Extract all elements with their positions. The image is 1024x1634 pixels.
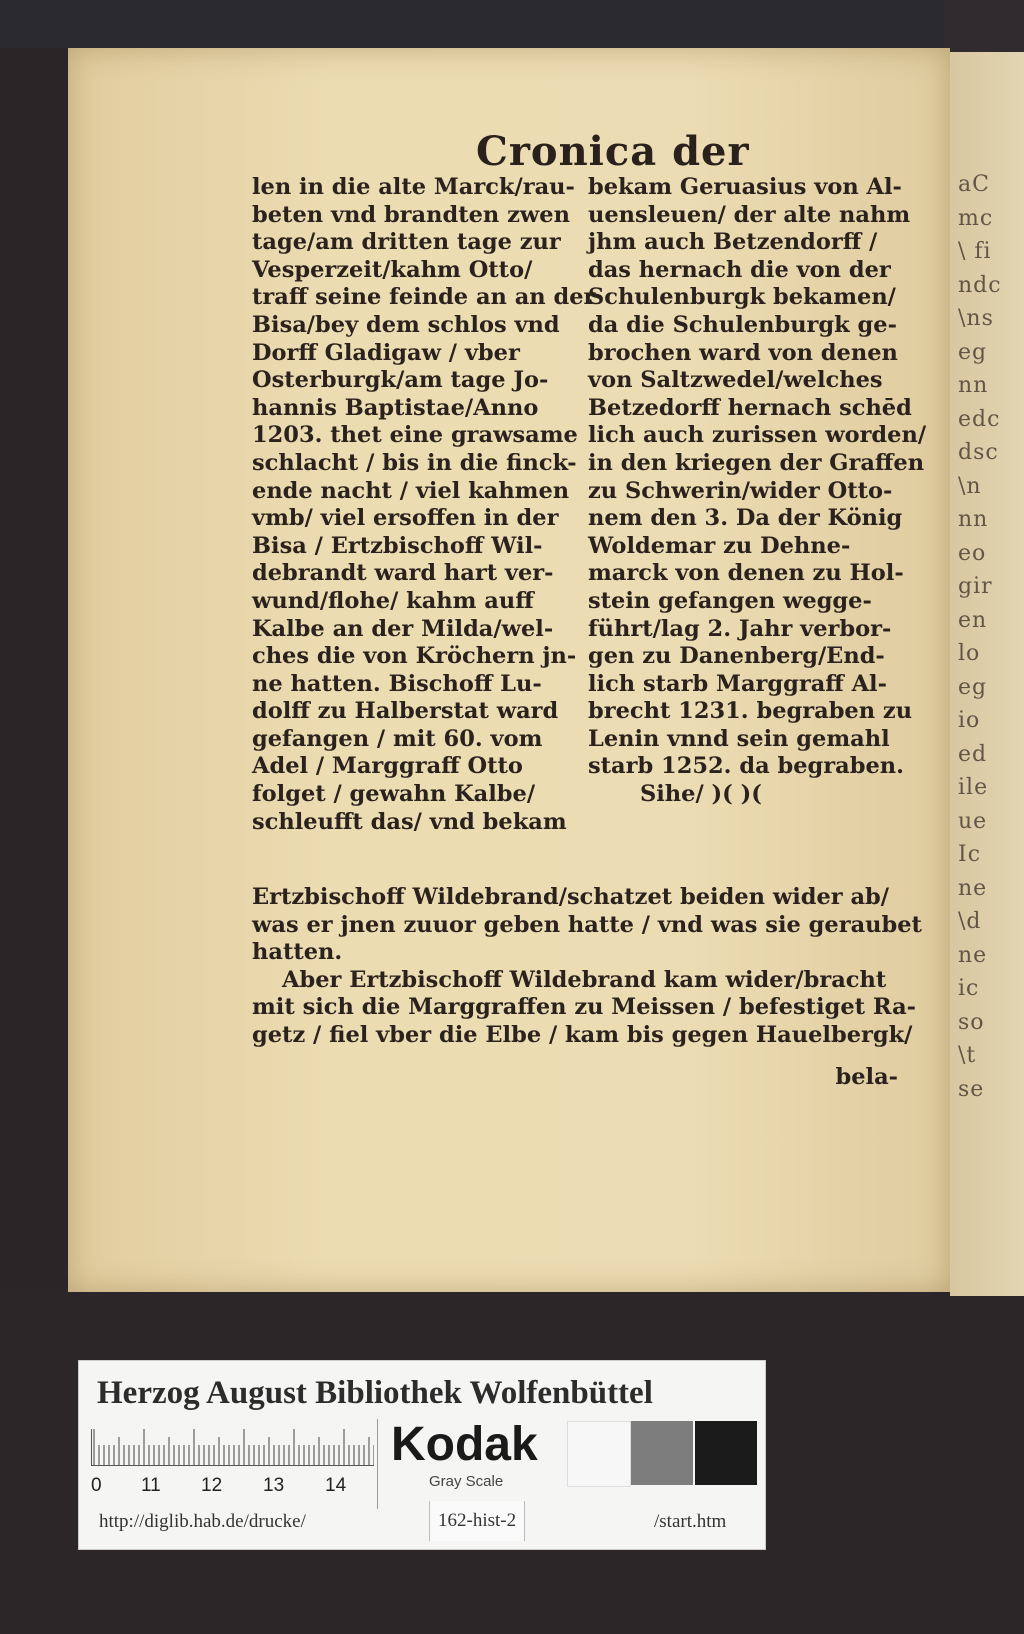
text-line: führt/lag 2. Jahr verbor- [588,615,892,642]
text-line: Sihe/ )( )( [640,781,762,808]
adjacent-page-fragment: en [958,607,988,633]
adjacent-page-fragment: eo [958,540,987,566]
text-line: debrandt ward hart ver- [252,560,554,587]
text-line: bekam Geruasius von Al- [588,174,902,200]
text-line: brecht 1231. begraben zu [588,698,913,725]
text-line: von Saltzwedel/welches [588,367,883,394]
adjacent-page-fragment: eg [958,674,988,700]
text-line: in den kriegen der Graffen [588,449,925,476]
scale-ruler [91,1429,374,1466]
ruler-ticks [92,1429,374,1465]
text-line: dolff zu Halberstat ward [252,698,559,725]
url-prefix: http://diglib.hab.de/drucke/ [99,1511,306,1532]
adjacent-page-fragment: dsc [958,440,999,465]
adjacent-page-fragment: ne [958,942,988,968]
text-line: ne hatten. Bischoff Lu- [252,670,542,697]
text-line: brochen ward von denen [588,339,898,366]
ruler-label-14: 14 [325,1475,347,1496]
text-line: beten vnd brandten zwen [252,201,570,228]
text-line: getz / fiel vber die Elbe / kam bis gegen Hauelbergk/ [252,1021,913,1048]
text-line: zu Schwerin/wider Otto- [588,477,893,504]
text-line: da die Schulenburgk ge- [588,311,897,338]
right-text-column [588,174,927,809]
text-line: starb 1252. da begraben. [588,753,904,780]
adjacent-page-fragment: so [958,1009,985,1035]
text-line: Betzedorff hernach schēd [588,394,912,421]
adjacent-page-fragment: \d [958,909,982,934]
text-line: schlacht / bis in die finck- [252,449,577,476]
text-line: Woldemar zu Dehne- [588,532,851,559]
text-line: stein gefangen wegge- [588,587,872,614]
left-text-column [252,174,596,836]
adjacent-page-fragment: mc [958,205,994,231]
card-divider [377,1419,378,1509]
adjacent-page-fragment: \ns [958,306,994,331]
adjacent-page-fragment: ic [958,976,980,1001]
adjacent-page-fragment: ne [958,875,988,901]
gray-scale-gray-patch [631,1421,693,1485]
text-line: Dorff Gladigaw / vber [252,339,520,366]
text-line: lich auch zurissen worden/ [588,422,927,449]
text-line: lich starb Marggraff Al- [588,670,887,697]
adjacent-page-fragment: io [958,708,981,733]
ruler-label-11: 11 [141,1475,161,1496]
adjacent-page-fragment: \n [958,473,982,499]
text-line: jhm auch Betzendorff / [588,229,878,256]
text-line: gen zu Danenberg/End- [588,643,885,670]
text-line: Vesperzeit/kahm Otto/ [252,256,533,283]
gray-scale-black-patch [695,1421,757,1485]
text-line: wund/flohe/ kahm auff [252,587,534,614]
adjacent-page-edge [950,52,1024,1296]
scanner-backdrop-top [0,0,1024,48]
adjacent-page-fragment: eg [958,339,988,365]
text-line: mit sich die Marggraffen zu Meissen / befestiget Ra- [252,994,917,1021]
text-line: hatten. [252,939,343,966]
text-line: Adel / Marggraff Otto [252,753,523,780]
adjacent-page-fragment: ue [958,808,988,834]
text-line: Kalbe an der Milda/wel- [252,615,554,642]
library-scan-card [78,1360,766,1550]
text-line: tage/am dritten tage zur [252,229,561,256]
text-line: ches die von Kröchern jn- [252,643,577,670]
adjacent-page-fragment: \t [958,1043,977,1068]
ruler-label-13: 13 [263,1475,285,1496]
text-line: traff seine feinde an an der [252,284,596,311]
text-line: Aber Ertzbischoff Wildebrand kam wider/bracht [282,966,887,993]
text-line: Schulenburgk bekamen/ [588,284,896,311]
gray-scale-white-patch [567,1421,631,1487]
text-line: marck von denen zu Hol- [588,560,904,587]
library-name: Herzog August Bibliothek Wolfenbüttel [97,1375,653,1411]
text-line: 1203. thet eine grawsame [252,422,578,449]
catchword: bela- [835,1064,898,1090]
ruler-label-12: 12 [201,1475,223,1496]
text-line: vmb/ viel ersoffen in der [252,505,559,532]
adjacent-page-fragment: ed [958,741,988,767]
adjacent-page-fragment: se [958,1076,985,1102]
adjacent-page-fragment: \ fi [958,239,992,264]
adjacent-page-fragment: nn [958,507,989,532]
kodak-logo: Kodak [391,1418,538,1471]
url-suffix: /start.htm [654,1511,727,1532]
gray-scale-label: Gray Scale [429,1473,504,1490]
text-line: ende nacht / viel kahmen [252,477,570,504]
text-line: was er jnen zuuor geben hatte / vnd was sie geraubet [252,911,922,938]
adjacent-page-fragment: ile [958,775,989,800]
text-line: hannis Baptistae/Anno [252,394,539,421]
text-line: nem den 3. Da der König [588,505,903,532]
shelfmark: 162-hist-2 [429,1501,525,1541]
adjacent-page-fragment: Ic [958,842,982,867]
adjacent-page-fragment: aC [958,172,990,197]
adjacent-page-fragment: nn [958,373,989,398]
adjacent-page-fragment: lo [958,641,981,666]
text-line: Lenin vnnd sein gemahl [588,725,890,752]
text-line: Bisa / Ertzbischoff Wil- [252,532,543,559]
text-line: das hernach die von der [588,256,891,283]
full-width-text-block [252,884,922,1050]
text-line: len in die alte Marck/rau- [252,174,575,200]
text-line: Ertzbischoff Wildebrand/schatzet beiden wider ab/ [252,884,890,910]
ruler-label-0: 0 [91,1475,102,1496]
text-line: gefangen / mit 60. vom [252,725,543,752]
text-line: Bisa/bey dem schlos vnd [252,311,560,338]
adjacent-page-fragment: ndc [958,272,1002,298]
text-line: Osterburgk/am tage Jo- [252,367,549,394]
text-line: folget / gewahn Kalbe/ [252,781,536,808]
adjacent-page-fragment: gir [958,574,993,599]
adjacent-page-fragment: edc [958,406,1001,432]
text-line: schleufft das/ vnd bekam [252,808,567,835]
running-header: Cronica der [476,128,750,175]
text-line: uensleuen/ der alte nahm [588,201,911,228]
